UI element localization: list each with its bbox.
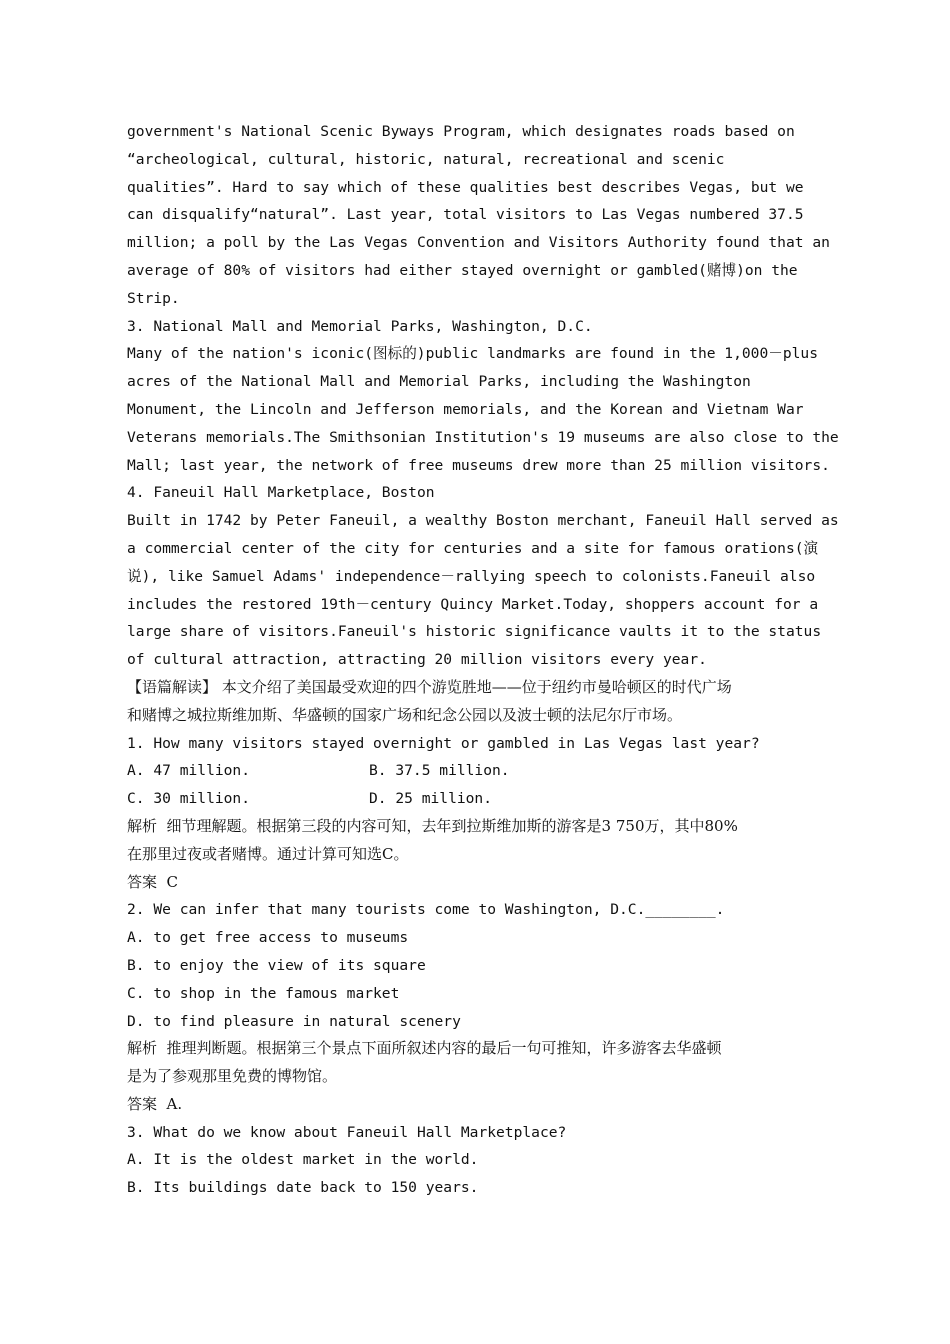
analysis-line: 解析 细节理解题。根据第三段的内容可知，去年到拉斯维加斯的游客是3 750万，其中80% <box>127 816 738 835</box>
answer: 答案 A. <box>127 1094 183 1113</box>
option-a: A. to get free access to museums <box>127 929 409 947</box>
analysis-line: 在那里过夜或者赌博。通过计算可知选C。 <box>127 844 409 863</box>
passage-line: Veterans memorials.The Smithsonian Institution's 19 museums are also close to the <box>127 428 839 446</box>
summary-line: 【语篇解读】 本文介绍了美国最受欢迎的四个游览胜地——位于纽约市曼哈顿区的时代广场 <box>127 677 732 696</box>
option-b: B. Its buildings date back to 150 years. <box>127 1179 479 1197</box>
option-d: D. 25 million. <box>369 790 493 808</box>
option-a: A. It is the oldest market in the world. <box>127 1151 479 1169</box>
passage-line: qualities”. Hard to say which of these qualities best describes Vegas, but we <box>127 178 804 196</box>
passage-line: can disqualify“natural”. Last year, total visitors to Las Vegas numbered 37.5 <box>127 206 804 224</box>
passage-line: Mall; last year, the network of free museums drew more than 25 million visitors. <box>127 456 830 474</box>
passage-text <box>127 118 839 674</box>
passage-line: a commercial center of the city for centuries and a site for famous orations(演 <box>127 539 819 557</box>
option-a: A. 47 million. <box>127 762 251 780</box>
document-page <box>127 118 839 1202</box>
answer: 答案 C <box>127 872 179 891</box>
option-c: C. 30 million. <box>127 790 251 808</box>
passage-line: large share of visitors.Faneuil's historic significance vaults it to the status <box>127 623 822 641</box>
section-heading-faneuil-hall: 4. Faneuil Hall Marketplace, Boston <box>127 484 435 502</box>
passage-line: Many of the nation's iconic(图标的)public landmarks are found in the 1,000－plus <box>127 345 818 363</box>
question-text: 3. What do we know about Faneuil Hall Marketplace? <box>127 1123 567 1141</box>
option-b: B. 37.5 million. <box>369 762 510 780</box>
reading-summary <box>127 674 827 730</box>
passage-line: acres of the National Mall and Memorial Parks, including the Washington <box>127 373 751 391</box>
section-heading-national-mall: 3. National Mall and Memorial Parks, Washington, D.C. <box>127 317 593 335</box>
passage-line: 说), like Samuel Adams' independence－rallying speech to colonists.Faneuil also <box>127 567 816 585</box>
option-d: D. to find pleasure in natural scenery <box>127 1012 461 1030</box>
summary-line: 和赌博之城拉斯维加斯、华盛顿的国家广场和纪念公园以及波士顿的法尼尔厅市场。 <box>127 705 683 724</box>
passage-line: average of 80% of visitors had either stayed overnight or gambled(赌博)on the <box>127 261 798 279</box>
passage-line: Monument, the Lincoln and Jefferson memorials, and the Korean and Vietnam War <box>127 400 804 418</box>
passage-line: government's National Scenic Byways Program, which designates roads based on <box>127 123 795 140</box>
analysis-line: 是为了参观那里免费的博物馆。 <box>127 1067 338 1086</box>
question-3 <box>127 1119 827 1202</box>
option-c: C. to shop in the famous market <box>127 984 400 1002</box>
passage-line: Built in 1742 by Peter Faneuil, a wealthy Boston merchant, Faneuil Hall served as <box>127 512 839 530</box>
passage-line: of cultural attraction, attracting 20 million visitors every year. <box>127 651 707 669</box>
passage-line: million; a poll by the Las Vegas Convention and Visitors Authority found that an <box>127 234 830 252</box>
question-1 <box>127 730 827 897</box>
options-row <box>127 785 827 813</box>
passage-line: “archeological, cultural, historic, natural, recreational and scenic <box>127 150 725 168</box>
passage-line: Strip. <box>127 289 180 307</box>
question-text: 2. We can infer that many tourists come to Washington, D.C.________. <box>127 901 725 919</box>
options-row <box>127 757 827 785</box>
passage-line: includes the restored 19th－century Quincy Market.Today, shoppers account for a <box>127 595 819 613</box>
analysis-line: 解析 推理判断题。根据第三个景点下面所叙述内容的最后一句可推知，许多游客去华盛顿 <box>127 1039 722 1058</box>
question-2 <box>127 896 827 1118</box>
question-text: 1. How many visitors stayed overnight or gambled in Las Vegas last year? <box>127 734 760 752</box>
option-b: B. to enjoy the view of its square <box>127 956 426 974</box>
